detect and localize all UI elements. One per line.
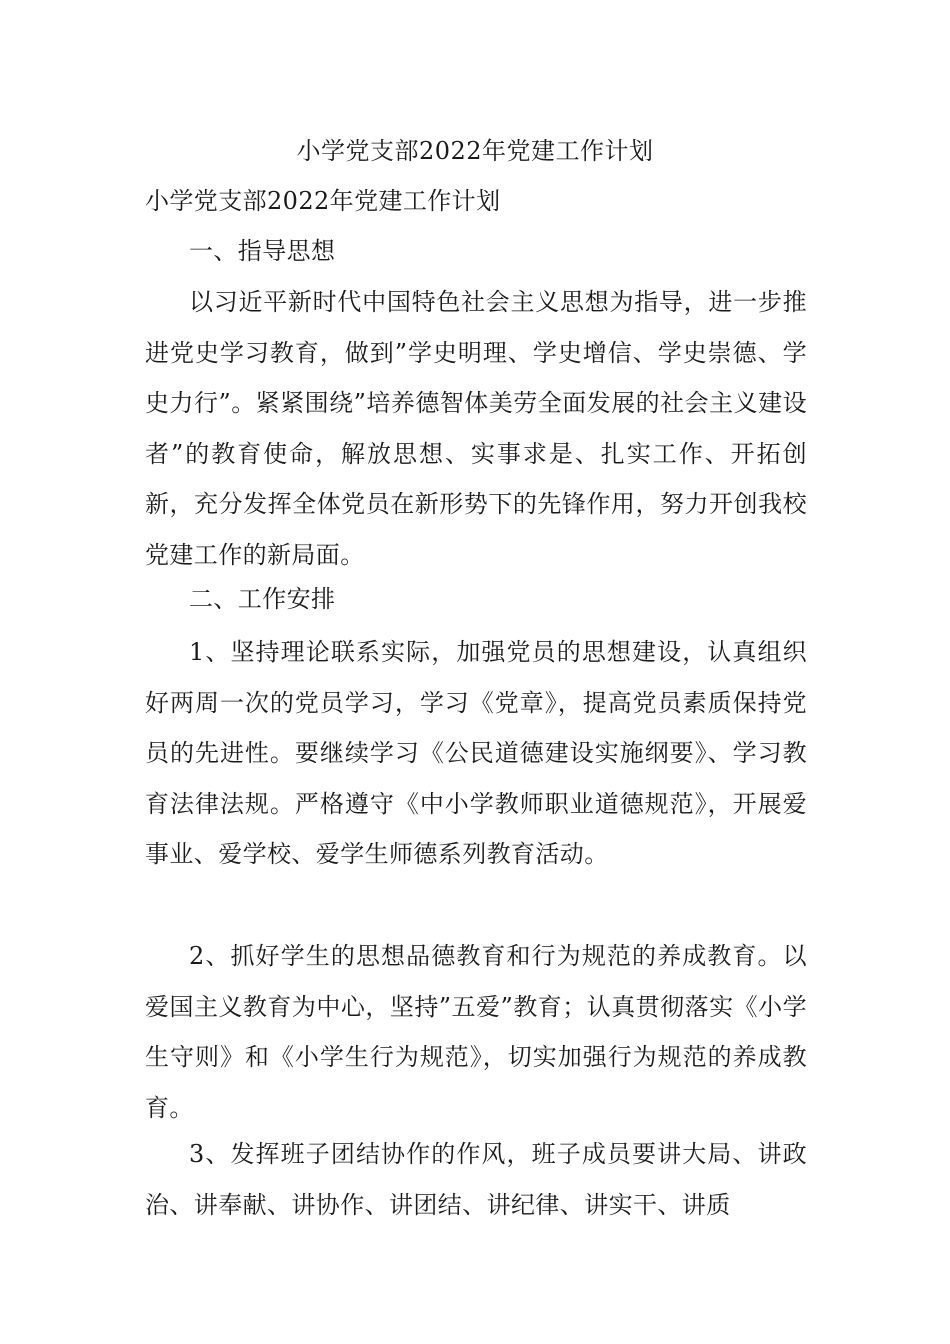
- paragraph-item-3: 3、发挥班子团结协作的作风，班子成员要讲大局、讲政治、讲奉献、讲协作、讲团结、讲纪律、讲实干、讲质: [145, 1140, 807, 1219]
- paragraph-item-2: 2、抓好学生的思想品德教育和行为规范的养成教育。以爱国主义教育为中心，坚持”五爱”教育；认真贯彻落实《小学生守则》和《小学生行为规范》，切实加强行为规范的养成教育。: [145, 942, 807, 1122]
- paragraph-item-1: 1、坚持理论联系实际，加强党员的思想建设，认真组织好两周一次的党员学习，学习《党章》，提高党员素质保持党员的先进性。要继续学习《公民道德建设实施纲要》、学习教育法律法规。严格遵守《中小学教师职业道德规范》，开展爱事业、爱学校、爱学生师德系列教育活动。: [145, 638, 807, 868]
- section-heading-work-arrangement: 二、工作安排: [189, 585, 336, 613]
- paragraph-guiding-ideology: 以习近平新时代中国特色社会主义思想为指导，进一步推进党史学习教育，做到”学史明理、学史增信、学史崇德、学史力行”。紧紧围绕”培养德智体美劳全面发展的社会主义建设者”的教育使命，解放思想、实事求是、扎实工作、开拓创新，充分发挥全体党员在新形势下的先锋作用，努力开创我校党建工作的新局面。: [145, 288, 807, 569]
- section-heading-guiding-ideology: 一、指导思想: [189, 237, 336, 265]
- document-subtitle: 小学党支部2022年党建工作计划: [145, 187, 501, 215]
- document-title: 小学党支部2022年党建工作计划: [296, 137, 654, 165]
